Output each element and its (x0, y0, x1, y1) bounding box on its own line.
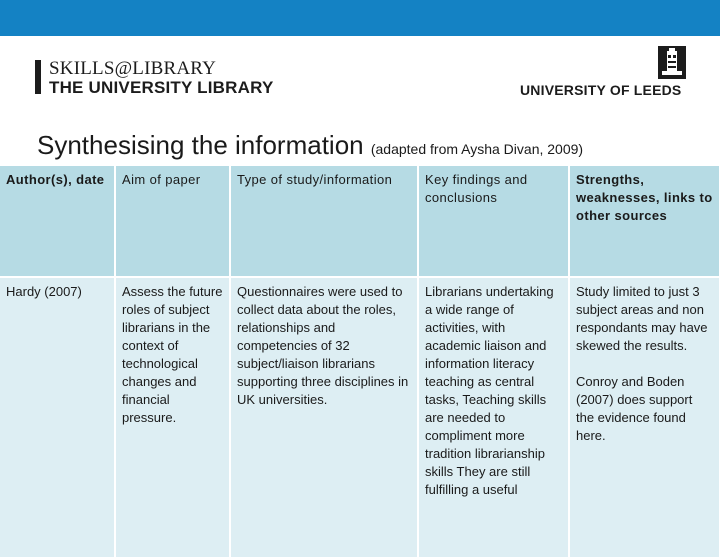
title-main: Synthesising the information (37, 130, 364, 160)
table-row (0, 277, 720, 558)
header-author: Author(s), date (0, 166, 115, 277)
header-strengths: Strengths, weaknesses, links to other sources (569, 166, 720, 277)
strengths-part-2: Conroy and Boden (2007) does support the evidence found here. (576, 374, 693, 443)
title-subtitle: (adapted from Aysha Divan, 2009) (370, 141, 584, 157)
paragraph-gap (576, 355, 713, 373)
header-findings: Key findings and conclusions (418, 166, 569, 277)
synthesis-table (0, 166, 720, 559)
university-of-leeds-text: UNIVERSITY OF LEEDS (520, 82, 682, 98)
skills-library-text: SKILLS@LIBRARY (49, 58, 217, 79)
cell-author: Hardy (2007) (0, 277, 115, 558)
strengths-part-1: Study limited to just 3 subject areas and non respondants may have skewed the results. (576, 284, 708, 353)
table-header-row (0, 166, 720, 277)
slide-title (37, 130, 583, 161)
university-library-text: THE UNIVERSITY LIBRARY (49, 78, 274, 97)
cell-type: Questionnaires were used to collect data about the roles, relationships and competencies of 32 subject/liaison librarians supporting three disciplines in UK universities. (230, 277, 418, 558)
cell-strengths (569, 277, 720, 558)
header-aim: Aim of paper (115, 166, 230, 277)
tower-crest-icon (658, 46, 686, 79)
header-type: Type of study/information (230, 166, 418, 277)
university-of-leeds-logo[interactable] (520, 46, 695, 98)
logo-bar (35, 60, 41, 94)
cell-findings: Librarians undertaking a wide range of activities, with academic liaison and information literacy teaching as central tasks, Teaching skills are needed to compliment more tradition librarianship skills They are still fulfilling a useful (418, 277, 569, 558)
cell-aim: Assess the future roles of subject librarians in the context of technological changes and financial pressure. (115, 277, 230, 558)
